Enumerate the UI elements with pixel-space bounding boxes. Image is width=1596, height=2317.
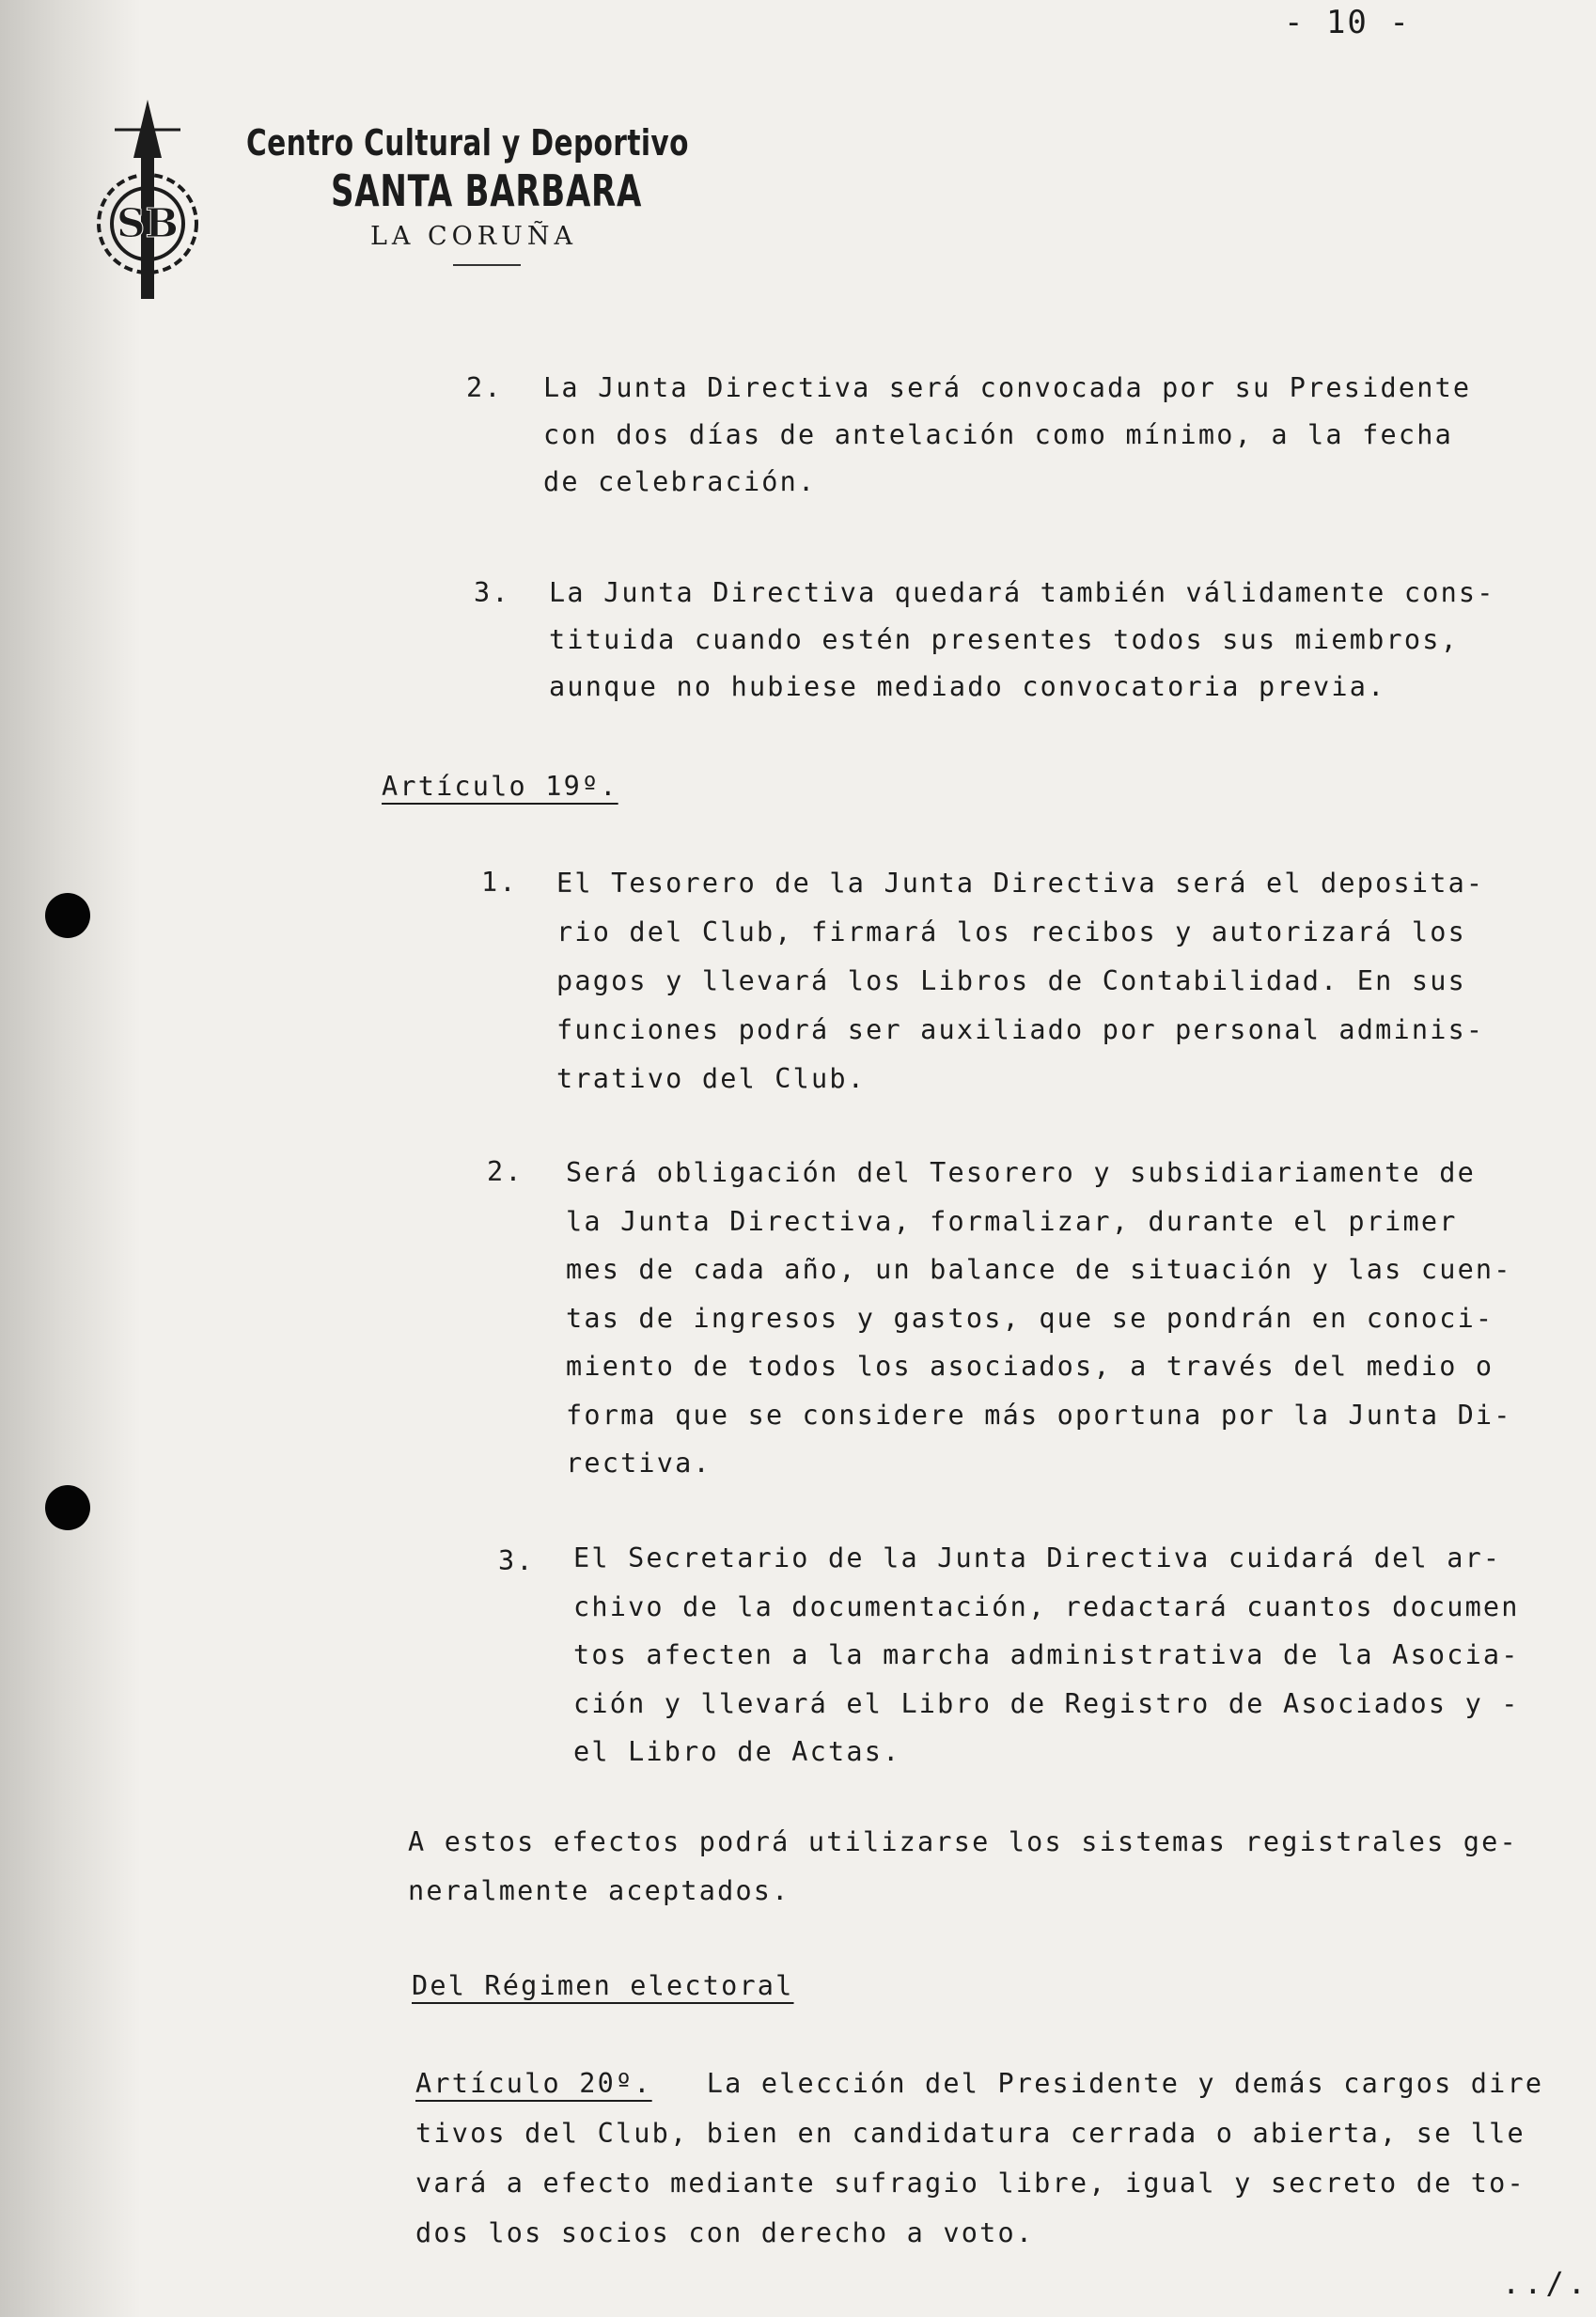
club-logo-emblem <box>86 92 209 308</box>
letterhead-club-name: SANTA BARBARA <box>331 165 643 216</box>
punch-hole <box>45 893 90 938</box>
text-line: La elección del Presidente y demás cargos dire <box>706 2068 1544 2099</box>
section-heading-electoral: Del Régimen electoral <box>412 1970 794 2001</box>
letterhead <box>246 122 754 266</box>
text-line: tos afecten a la marcha administrativa de la Asocia- <box>573 1639 1520 1670</box>
text-line: tas de ingresos y gastos, que se pondrán en conoci- <box>566 1302 1494 1334</box>
item-text <box>573 1534 1520 1777</box>
text-line: forma que se considere más oportuna por la Junta Di- <box>566 1399 1512 1431</box>
text-line <box>415 2059 1543 2108</box>
text-line: mes de cada año, un balance de situación y las cuen- <box>566 1254 1512 1285</box>
text-line: Será obligación del Tesorero y subsidiariamente de <box>566 1157 1476 1188</box>
page-number: - 10 - <box>1284 4 1411 41</box>
item-number: 2. <box>466 372 503 403</box>
letterhead-club-type: Centro Cultural y Deportivo <box>246 122 689 164</box>
text-line: miento de todos los asociados, a través del medio o <box>566 1351 1494 1382</box>
scan-edge-shadow <box>0 0 141 2317</box>
text-line: con dos días de antelación como mínimo, a la fecha <box>543 419 1453 450</box>
article-20-heading: Artículo 20º. <box>415 2068 652 2099</box>
text-line: La Junta Directiva será convocada por su Presidente <box>543 372 1472 403</box>
item-text <box>549 570 1495 711</box>
item-number: 2. <box>487 1156 524 1187</box>
text-line: chivo de la documentación, redactará cuantos documen <box>573 1590 1520 1622</box>
text-line: A estos efectos podrá utilizarse los sistemas registrales ge- <box>408 1826 1518 1857</box>
text-line: El Tesorero de la Junta Directiva será el deposita- <box>556 868 1485 899</box>
text-line: rectiva. <box>566 1448 712 1479</box>
text-line: La Junta Directiva quedará también válidamente cons- <box>549 577 1495 608</box>
text-line: tivos del Club, bien en candidatura cerrada o abierta, se lle <box>415 2118 1526 2149</box>
text-line: el Libro de Actas. <box>573 1736 901 1767</box>
text-line: aunque no hubiese mediado convocatoria previa. <box>549 671 1386 702</box>
text-line: de celebración. <box>543 466 817 497</box>
text-line: tituida cuando estén presentes todos sus miembros, <box>549 624 1459 655</box>
logo-lettering: SB <box>117 200 179 246</box>
item-text <box>556 859 1484 1104</box>
article-20-paragraph <box>415 2059 1543 2258</box>
item-text <box>543 365 1471 506</box>
text-line: neralmente aceptados. <box>408 1875 790 1906</box>
text-line: pagos y llevará los Libros de Contabilidad. En sus <box>556 965 1466 996</box>
text-line: ción y llevará el Libro de Registro de Asociados y - <box>573 1687 1520 1719</box>
item-number: 1. <box>481 867 518 898</box>
article-19-closing-paragraph <box>408 1818 1518 1916</box>
continuation-mark: ../. <box>1502 2265 1590 2301</box>
text-line: la Junta Directiva, formalizar, durante el primer <box>566 1205 1458 1237</box>
text-line: El Secretario de la Junta Directiva cuidará del ar- <box>573 1542 1502 1573</box>
item-number: 3. <box>498 1545 535 1576</box>
article-19-heading: Artículo 19º. <box>382 771 618 802</box>
text-line: funciones podrá ser auxiliado por personal adminis- <box>556 1014 1485 1045</box>
punch-hole <box>45 1485 90 1530</box>
item-number: 3. <box>474 577 510 608</box>
text-line: vará a efecto mediante sufragio libre, igual y secreto de to- <box>415 2168 1526 2199</box>
text-line: trativo del Club. <box>556 1063 867 1094</box>
text-line: rio del Club, firmará los recibos y autorizará los <box>556 916 1466 947</box>
letterhead-divider <box>453 264 521 266</box>
letterhead-city: LA CORUÑA <box>370 222 578 251</box>
item-text <box>566 1149 1512 1488</box>
text-line: dos los socios con derecho a voto. <box>415 2217 1035 2248</box>
